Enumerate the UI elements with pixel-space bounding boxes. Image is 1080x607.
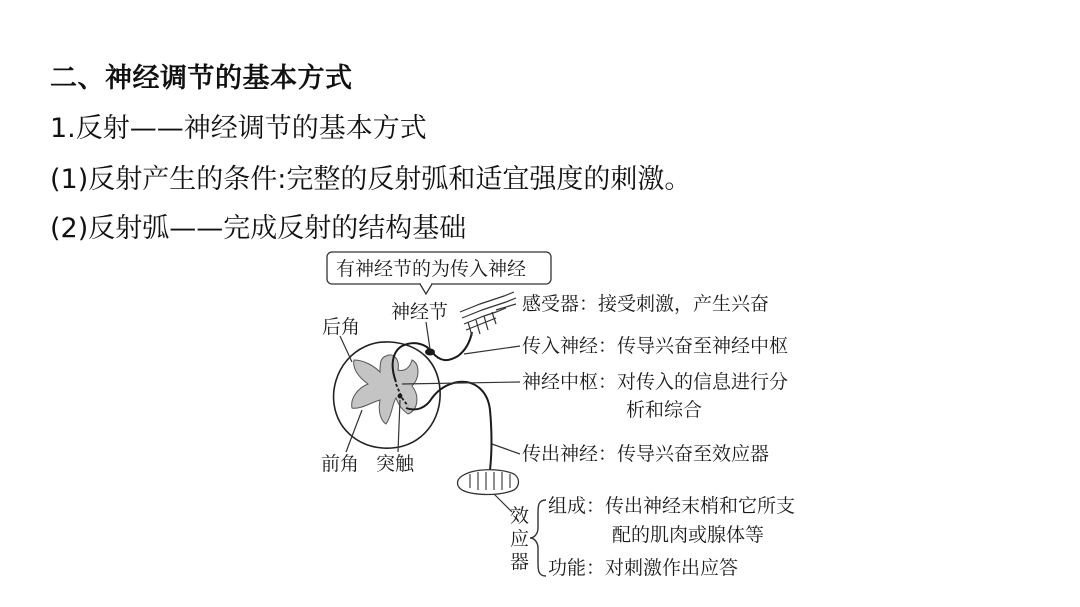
effector-label-2: 应 [510, 528, 530, 550]
receptor-skin [460, 292, 516, 336]
callout-pointer [420, 284, 432, 294]
efferent-label: 传出神经：传导兴奋至效应器 [522, 443, 770, 465]
reflex-definition-line: 1.反射——神经调节的基本方式 [50, 113, 427, 144]
synapse-label: 突触 [376, 453, 415, 475]
reflex-arc-line: (2)反射弧——完成反射的结构基础 [50, 213, 467, 244]
effector-muscle [458, 470, 519, 495]
effector-label-3: 器 [510, 551, 530, 573]
section-heading: 二、神经调节的基本方式 [50, 63, 353, 94]
ganglion-pointer-line [426, 322, 430, 349]
afferent-label: 传入神经：传导兴奋至神经中枢 [522, 335, 789, 357]
efferent-pointer [492, 444, 520, 454]
ganglion-body [425, 349, 435, 356]
composition-label-1: 组成：传出神经末梢和它所支 [548, 495, 796, 517]
callout-label: 有神经节的为传入神经 [336, 258, 527, 280]
effector-brace [530, 500, 546, 576]
dorsal-horn-pointer [340, 336, 352, 362]
center-label-2: 析和综合 [626, 399, 703, 421]
function-label: 功能：对刺激作出应答 [548, 557, 739, 579]
ganglion-label: 神经节 [391, 301, 449, 323]
center-label-1: 神经中枢：对传入的信息进行分 [522, 371, 789, 393]
reflex-conditions-line: (1)反射产生的条件:完整的反射弧和适宜强度的刺激。 [50, 164, 692, 195]
afferent-pointer [464, 346, 520, 354]
effector-label-1: 效 [510, 505, 530, 527]
dorsal-horn-label: 后角 [322, 316, 361, 338]
ventral-horn-label: 前角 [321, 453, 360, 475]
composition-label-2: 配的肌肉或腺体等 [612, 524, 765, 546]
receptor-label: 感受器：接受刺激，产生兴奋 [522, 293, 770, 315]
synapse-dot [398, 394, 403, 399]
